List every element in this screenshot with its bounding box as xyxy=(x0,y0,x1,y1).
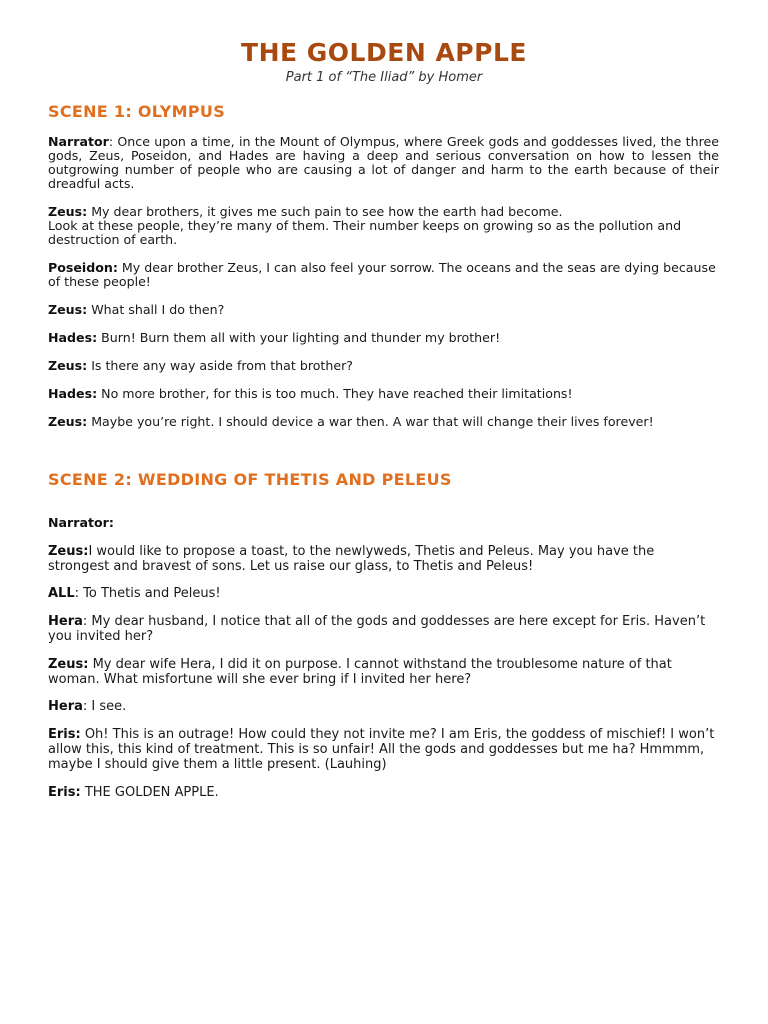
speaker-name: Poseidon: xyxy=(48,260,118,275)
line-text: Maybe you’re right. I should device a war then. A war that will change their lives forever! xyxy=(91,414,654,429)
line-text: Is there any way aside from that brother? xyxy=(91,358,353,373)
dialogue-line: Hera: My dear husband, I notice that all of the gods and goddesses are here except for Eris. Haven’t you invited her? xyxy=(48,614,706,644)
dialogue-line xyxy=(48,544,719,574)
line-text: Oh! This is an outrage! How could they not invite me? I am Eris, the goddess of mischief! I won’t allow this, this kind of treatment. This is so unfair! All the gods and goddesses but me ha? Hmmmm, maybe I should give them a little present. (Lauhing) xyxy=(48,727,715,772)
dialogue-line xyxy=(48,727,719,772)
speaker-name: Hades: xyxy=(48,386,98,401)
line-text: Burn! Burn them all with your lighting and thunder my brother! xyxy=(101,330,501,345)
dialogue-line: Hera: I see. xyxy=(48,699,127,714)
dialogue-line xyxy=(48,387,719,401)
speaker-name: ALL xyxy=(48,586,75,601)
line-text: No more brother, for this is too much. They have reached their limitations! xyxy=(101,386,573,401)
line-text-continued: Look at these people, they’re many of them. Their number keeps on growing so as the pollution and destruction of earth. xyxy=(48,218,682,247)
line-text: I would like to propose a toast, to the newlyweds, Thetis and Peleus. May you have the strongest and bravest of sons. Let us raise our glass, to Thetis and Peleus! xyxy=(48,544,655,574)
dialogue-line xyxy=(48,331,719,345)
speaker-name: Eris: xyxy=(48,785,81,800)
speaker-name: Hades: xyxy=(48,330,98,345)
speaker-name: Narrator: xyxy=(48,515,114,530)
scene-2-heading: SCENE 2: WEDDING OF THETIS AND PELEUS xyxy=(48,470,452,489)
scene-1-heading: SCENE 1: OLYMPUS xyxy=(48,102,226,121)
line-text: What shall I do then? xyxy=(91,302,225,317)
dialogue-line xyxy=(48,657,719,687)
dialogue-line xyxy=(48,205,719,247)
line-text: Once upon a time, in the Mount of Olympus, where Greek gods and goddesses lived, the three gods, Zeus, Poseidon, and Hades are having a deep and serious conversation on how to lessen the outgrowing number of people who are causing a lot of danger and harm to the earth because of their dreadful acts. xyxy=(48,134,720,191)
dialogue-line: Narrator: Once upon a time, in the Mount of Olympus, where Greek gods and goddesses lived, the three gods, Zeus, Poseidon, and Hades are having a deep and serious conversation on how to lessen the outgrowing number of people who are causing a lot of danger and harm to the earth because of their dreadful acts. xyxy=(48,134,720,191)
line-text: I see. xyxy=(91,699,127,714)
line-text: To Thetis and Peleus! xyxy=(83,586,221,601)
dialogue-line: ALL: To Thetis and Peleus! xyxy=(48,586,221,601)
speaker-name: Zeus: xyxy=(48,302,88,317)
document-title: THE GOLDEN APPLE xyxy=(241,38,527,67)
speaker-name: Eris: xyxy=(48,727,81,742)
line-text: My dear brothers, it gives me such pain to see how the earth had become. xyxy=(91,204,563,219)
dialogue-line xyxy=(48,303,719,317)
dialogue-line xyxy=(48,261,719,289)
speaker-name: Narrator xyxy=(48,134,109,149)
speaker-name: Zeus: xyxy=(48,204,88,219)
speaker-name: Zeus: xyxy=(48,414,88,429)
speaker-name: Zeus: xyxy=(48,358,88,373)
line-text: THE GOLDEN APPLE. xyxy=(84,785,219,800)
line-text: My dear brother Zeus, I can also feel your sorrow. The oceans and the seas are dying because of these people! xyxy=(48,260,716,289)
line-text: My dear wife Hera, I did it on purpose. I cannot withstand the troublesome nature of that woman. What misfortune will she ever bring if I invited her here? xyxy=(48,657,672,687)
dialogue-line xyxy=(48,785,719,800)
speaker-name: Zeus: xyxy=(48,657,89,672)
document-subtitle: Part 1 of “The Iliad” by Homer xyxy=(285,70,483,85)
speaker-name: Hera xyxy=(48,614,83,629)
dialogue-line xyxy=(48,359,719,373)
speaker-name: Hera xyxy=(48,699,83,714)
dialogue-line xyxy=(48,516,719,530)
line-text: My dear husband, I notice that all of the gods and goddesses are here except for Eris. Haven’t you invited her? xyxy=(48,614,706,644)
speaker-name: Zeus: xyxy=(48,544,89,559)
dialogue-line xyxy=(48,415,719,429)
